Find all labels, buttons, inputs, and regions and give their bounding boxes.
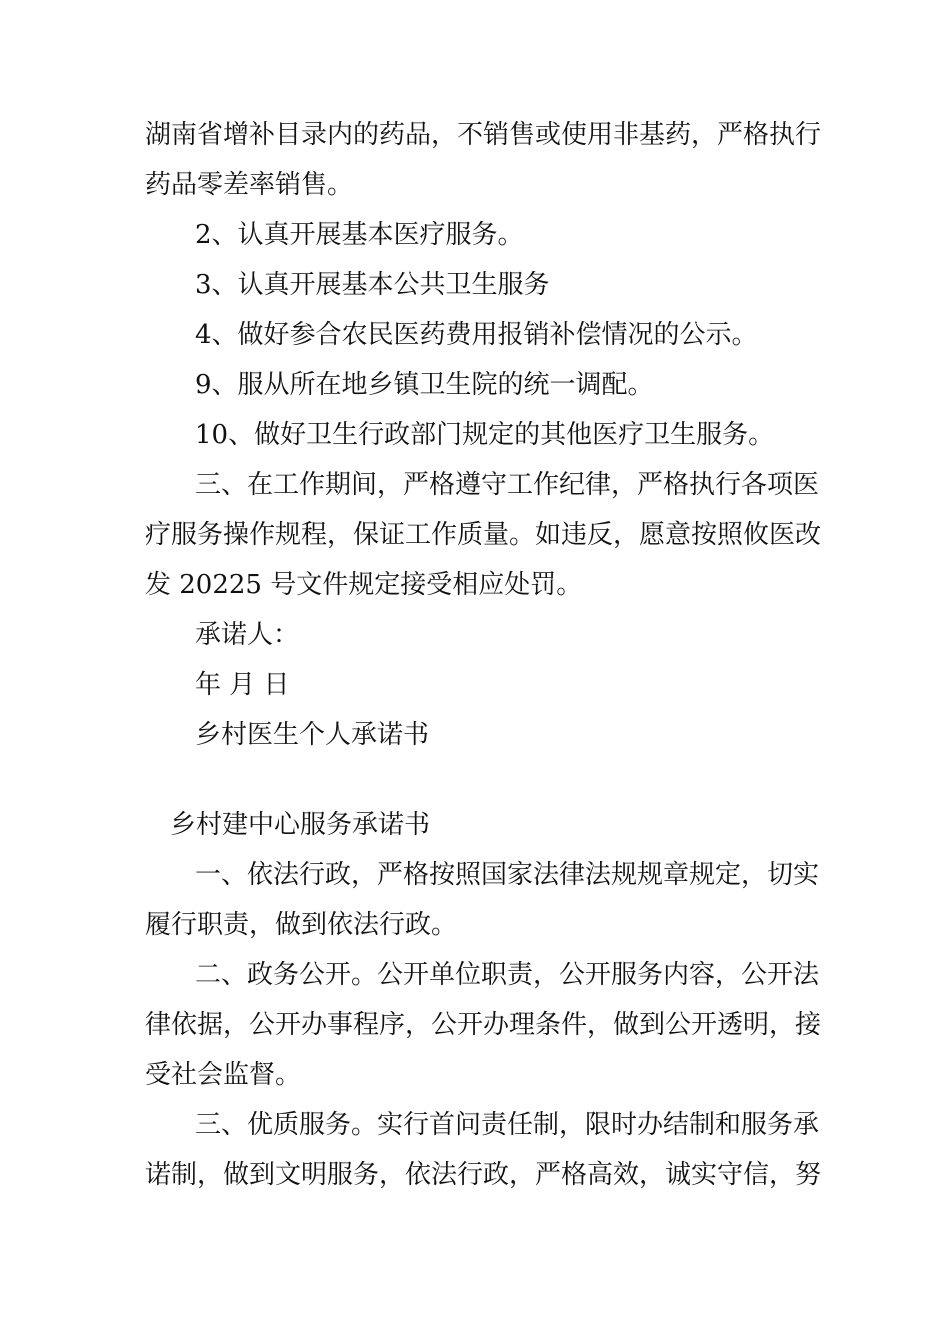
document-body — [145, 110, 822, 1200]
paragraph-line: 受社会监督。 — [145, 1060, 302, 1090]
list-item: 3、认真开展基本公共卫生服务 — [195, 270, 550, 300]
paragraph-line: 疗服务操作规程，保证工作质量。如违反，愿意按照攸医改 — [145, 520, 822, 550]
signatory-label: 承诺人： — [195, 620, 300, 650]
paragraph-line: 二、政务公开。公开单位职责，公开服务内容，公开法 — [195, 960, 820, 990]
section-title: 乡村建中心服务承诺书 — [170, 810, 431, 840]
list-item: 10、做好卫生行政部门规定的其他医疗卫生服务。 — [195, 420, 775, 450]
list-item: 4、做好参合农民医药费用报销补偿情况的公示。 — [195, 320, 758, 350]
list-item: 2、认真开展基本医疗服务。 — [195, 220, 524, 250]
paragraph-line: 发 20225 号文件规定接受相应处罚。 — [145, 570, 583, 600]
paragraph-line: 一、依法行政，严格按照国家法律法规规章规定，切实 — [195, 860, 820, 890]
list-item: 9、服从所在地乡镇卫生院的统一调配。 — [195, 370, 654, 400]
paragraph-line: 诺制，做到文明服务，依法行政，严格高效，诚实守信，努 — [145, 1160, 822, 1190]
spacer — [145, 760, 815, 800]
paragraph-line: 三、优质服务。实行首问责任制，限时办结制和服务承 — [195, 1110, 820, 1140]
paragraph-line: 湖南省增补目录内的药品，不销售或使用非基药，严格执行 — [145, 120, 822, 150]
date-line: 年 月 日 — [195, 670, 290, 700]
paragraph-line: 律依据，公开办事程序，公开办理条件，做到公开透明，接 — [145, 1010, 822, 1040]
section-title: 乡村医生个人承诺书 — [195, 720, 430, 750]
paragraph-line: 履行职责，做到依法行政。 — [145, 910, 458, 940]
paragraph-line: 药品零差率销售。 — [145, 170, 354, 200]
paragraph-line: 三、在工作期间，严格遵守工作纪律，严格执行各项医 — [195, 470, 820, 500]
